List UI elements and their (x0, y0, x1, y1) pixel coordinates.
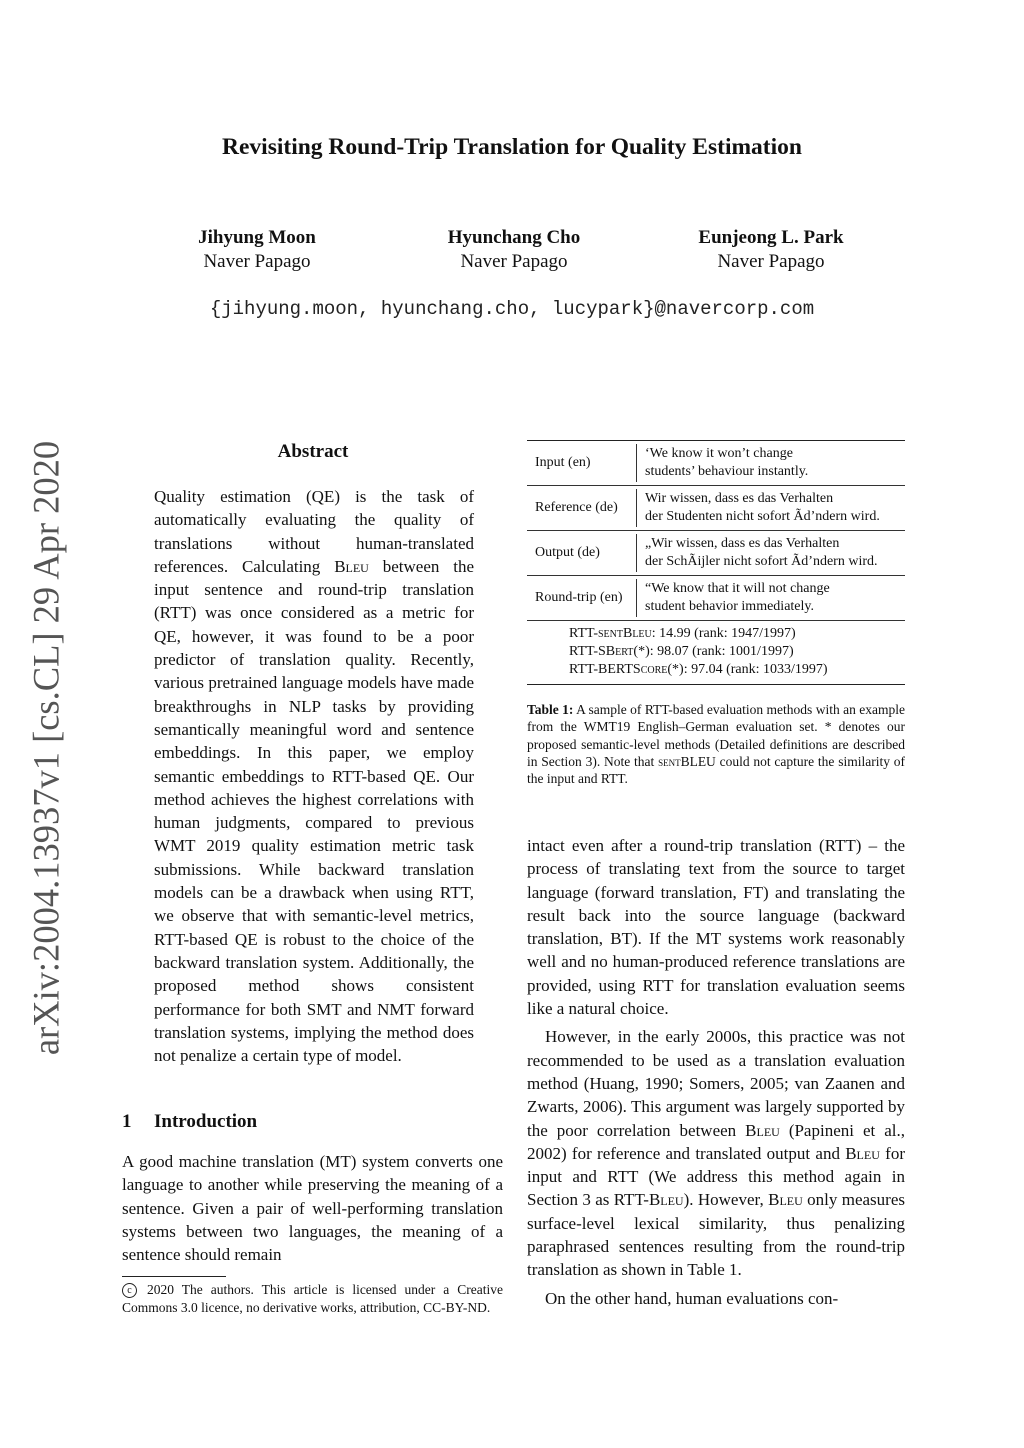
author-name: Hyunchang Cho (447, 227, 581, 248)
score-metric: core (640, 662, 668, 677)
example-table (527, 440, 905, 685)
body-text: (Papineni et al., 2002) for reference and translated output and (527, 1120, 905, 1163)
abstract-text-part: Quality estimation (QE) is the task of automatically evaluating the quality of translations without human-translated references. Calculating (154, 487, 474, 576)
value-line: Wir wissen, dass es das Verhalten (645, 491, 834, 506)
score-value: : 14.99 (rank: 1947/1997) (651, 626, 796, 641)
row-label: Input (en) (535, 455, 591, 470)
body-paragraph: On the other hand, human evaluations con- (545, 1288, 839, 1308)
copyright-icon: c (122, 1283, 137, 1298)
table-row (527, 530, 905, 575)
author-1 (127, 226, 387, 274)
footnote-text: 2020 The authors. This article is licensed under a Creative Commons 3.0 licence, no derivative works, attribution, CC-BY-ND. (122, 1282, 503, 1315)
footnote-rule (122, 1276, 226, 1277)
author-name: Eunjeong L. Park (698, 227, 844, 248)
column-divider (636, 579, 637, 617)
body-paragraph (527, 1025, 905, 1281)
body-paragraph: intact even after a round-trip translation (RTT) – the process of translating text from the source to target language (forward translation, FT) and translating the result back into the source language (backward translation, BT). If the MT systems work reasonably well and no human-produced reference translations are provided, using RTT for translation evaluation seems like a natural choice. (527, 836, 905, 1019)
caption-text: BLEU could not capture the similarity of the input and RTT. (527, 753, 905, 787)
author-2 (384, 226, 644, 274)
score-prefix: RTT- (569, 626, 598, 641)
score-block (527, 620, 905, 685)
column-divider (636, 489, 637, 527)
abstract-text-part: between the input sentence and round-trip translation (RTT) was once considered as a metric for QE, however, it was found to be a poor predictor of translation quality. Recently, various pretrained language models have made breakthroughs in NLP tasks by providing semantically meaningful word and sentence embeddings. In this paper, we employ semantic embeddings to RTT-based QE. Our method achieves the highest correlations with human judgments, compared to previous WMT 2019 quality estimation metric task submissions. While backward translation models can be a drawback when using RTT, we observe that with semantic-level metrics, RTT-based QE is robust to the choice of the backward translation system. Additionally, the proposed method shows consistent performance for both SMT and NMT forward translation systems, implying the method does not penalize a certain type of model. (154, 556, 474, 1066)
author-affiliation: Naver Papago (717, 251, 825, 272)
author-emails: {jihyung.moon, hyunchang.cho, lucypark}@navercorp.com (209, 298, 815, 320)
row-value (645, 535, 878, 571)
caption-sent-term: sent (658, 753, 681, 769)
arxiv-identifier: arXiv:2004.13937v1 [cs.CL] 29 Apr 2020 (25, 440, 67, 1056)
author-affiliation: Naver Papago (460, 251, 568, 272)
section-number: 1 (122, 1111, 132, 1132)
score-value: (*): 98.07 (rank: 1001/1997) (633, 644, 794, 659)
value-line: der SchÃijler nicht sofort Ãd’ndern wird. (645, 554, 878, 569)
footnote (122, 1281, 503, 1316)
author-3 (641, 226, 901, 274)
row-label: Reference (de) (535, 500, 618, 515)
body-text: for input and RTT (We address this method again in Section 3 as RTT- (527, 1143, 905, 1210)
score-prefix: RTT-BERTS (569, 662, 641, 677)
intro-paragraph: A good machine translation (MT) system converts one language to another while preserving the meaning of a sentence. Given a pair of well-performing translation systems between two languages, the meaning of a sentence should remain (122, 1152, 503, 1265)
caption-text: A sample of RTT-based evaluation methods with an example from the WMT19 English–German evaluation set. * denotes our proposed semantic-level methods (Detailed definitions are described in Section 3). Note that (527, 702, 906, 769)
value-line: student behavior immediately. (645, 599, 814, 614)
score-metric: ert (615, 644, 634, 659)
value-line: „Wir wissen, dass es das Verhalten (645, 536, 840, 551)
score-line (527, 643, 905, 661)
section-title: Introduction (154, 1111, 258, 1132)
table-row (527, 440, 905, 485)
paper-title: Revisiting Round-Trip Translation for Quality Estimation (222, 134, 802, 160)
right-column-body (527, 834, 905, 1310)
score-line (527, 661, 905, 679)
column-divider (636, 534, 637, 572)
table-row (527, 485, 905, 530)
score-prefix: RTT-SB (569, 644, 616, 659)
bleu-term: Bleu (745, 1120, 780, 1140)
row-value (645, 445, 808, 481)
score-metric: sentBleu (597, 626, 652, 641)
bleu-term: Bleu (845, 1143, 880, 1163)
score-value: (*): 97.04 (rank: 1033/1997) (667, 662, 828, 677)
row-value (645, 580, 830, 616)
author-affiliation: Naver Papago (203, 251, 311, 272)
value-line: der Studenten nicht sofort Ãd’ndern wird. (645, 509, 880, 524)
row-label: Output (de) (535, 545, 600, 560)
caption-label: Table 1: (527, 702, 574, 717)
abstract-heading: Abstract (277, 441, 349, 462)
table-row (527, 575, 905, 620)
column-divider (636, 444, 637, 482)
value-line: “We know that it will not change (645, 581, 830, 596)
score-line (527, 625, 905, 643)
body-text: However, in the early 2000s, this practice was not recommended to be used as a translation evaluation method (Huang, 1990; Somers, 2005; van Zaanen and Zwarts, 2006). This argument was largely supported by the poor correlation between (527, 1027, 905, 1140)
table-caption (527, 701, 905, 787)
bleu-term: Bleu (334, 556, 369, 576)
body-text: ). However, (683, 1190, 769, 1210)
author-name: Jihyung Moon (198, 227, 316, 248)
bleu-term: Bleu (768, 1190, 803, 1210)
value-line: students’ behaviour instantly. (645, 464, 809, 479)
section-heading (122, 1111, 257, 1133)
body-text: only measures surface-level lexical similarity, thus penalizing paraphrased sentences resulting from the round-trip translation as shown in Table 1. (527, 1190, 905, 1280)
bleu-term: Bleu (648, 1190, 684, 1210)
value-line: ‘We know it won’t change (645, 446, 793, 461)
abstract-text (154, 485, 474, 1067)
row-label: Round-trip (en) (535, 590, 623, 605)
row-value (645, 490, 880, 526)
